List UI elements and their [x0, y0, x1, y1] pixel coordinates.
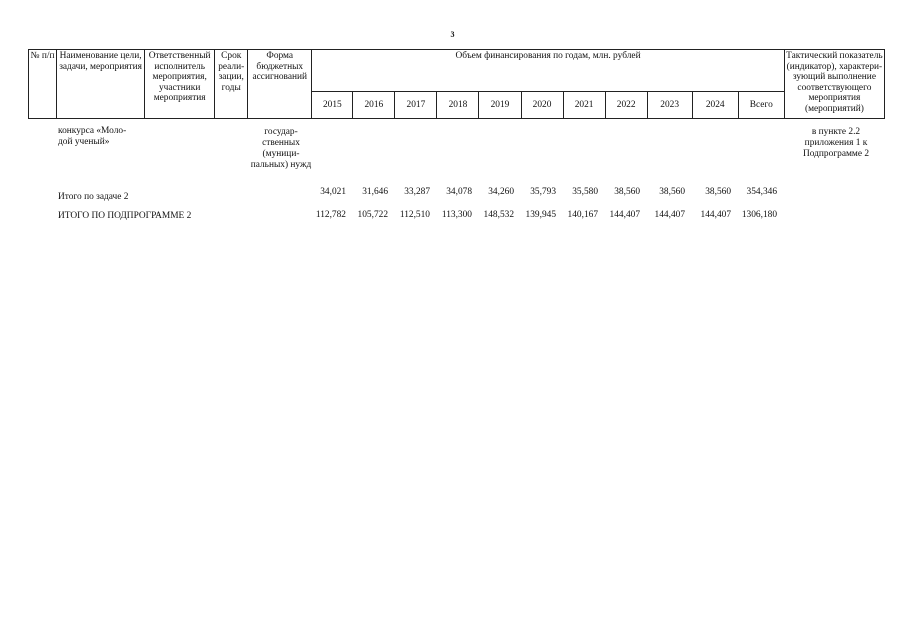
- header-year: 2015: [312, 92, 353, 119]
- header-year: 2019: [479, 92, 521, 119]
- header-indicator: Тактический показатель (индикатор), характери-зующий выполнение соответствующего мероприятия (мероприятий): [784, 50, 884, 119]
- header-year: 2024: [692, 92, 738, 119]
- total-subprogram-value: 105,722: [357, 210, 388, 220]
- total-subprogram-value: 112,510: [399, 210, 430, 220]
- header-year: 2017: [395, 92, 437, 119]
- total-task-value: 34,260: [488, 187, 514, 197]
- task-name-text: конкурса «Моло-дой ученый»: [58, 126, 127, 148]
- total-task-value: 35,793: [530, 187, 556, 197]
- total-subprogram-value: 144,407: [654, 210, 685, 220]
- header-funding: Объем финансирования по годам, млн. рублей: [312, 50, 785, 92]
- header-year-total: Всего: [738, 92, 784, 119]
- total-subprogram-value: 139,945: [525, 210, 556, 220]
- total-subprogram-value: 140,167: [567, 210, 598, 220]
- header-name: Наименование цели, задачи, мероприятия: [57, 50, 145, 119]
- indicator-text: в пункте 2.2 приложения 1 к Подпрограмме 2: [802, 127, 870, 160]
- header-year: 2018: [437, 92, 479, 119]
- header-year: 2020: [521, 92, 563, 119]
- funding-table-header: [28, 49, 885, 119]
- form-text: государ-ственных (муници-пальных) нужд: [250, 127, 312, 171]
- total-subprogram-value: 113,300: [441, 210, 472, 220]
- header-responsible: Ответственный исполнитель мероприятия, участники мероприятия: [145, 50, 215, 119]
- header-year: 2023: [647, 92, 692, 119]
- total-subprogram-label: ИТОГО ПО ПОДПРОГРАММЕ 2: [58, 211, 192, 221]
- total-subprogram-value: 112,782: [315, 210, 346, 220]
- total-subprogram-value: 144,407: [700, 210, 731, 220]
- page-number: 3: [450, 30, 455, 39]
- header-year: 2021: [563, 92, 605, 119]
- header-year: 2016: [353, 92, 395, 119]
- header-year: 2022: [605, 92, 647, 119]
- total-task-value: 35,580: [572, 187, 598, 197]
- total-task-value: 38,560: [705, 187, 731, 197]
- header-form: Форма бюджетных ассигнований: [248, 50, 312, 119]
- total-task-value: 34,078: [446, 187, 472, 197]
- total-task-value: 31,646: [362, 187, 388, 197]
- total-task-value: 38,560: [659, 187, 685, 197]
- header-term: Срок реали-зации, годы: [215, 50, 248, 119]
- total-task-value: 34,021: [320, 187, 346, 197]
- total-subprogram-value: 1306,180: [741, 210, 777, 220]
- total-task-value: 33,287: [404, 187, 430, 197]
- total-task-label: Итого по задаче 2: [58, 192, 129, 202]
- total-subprogram-value: 144,407: [609, 210, 640, 220]
- total-subprogram-value: 148,532: [483, 210, 514, 220]
- total-task-value: 354,346: [746, 187, 777, 197]
- total-task-value: 38,560: [614, 187, 640, 197]
- header-num: № п/п: [29, 50, 57, 119]
